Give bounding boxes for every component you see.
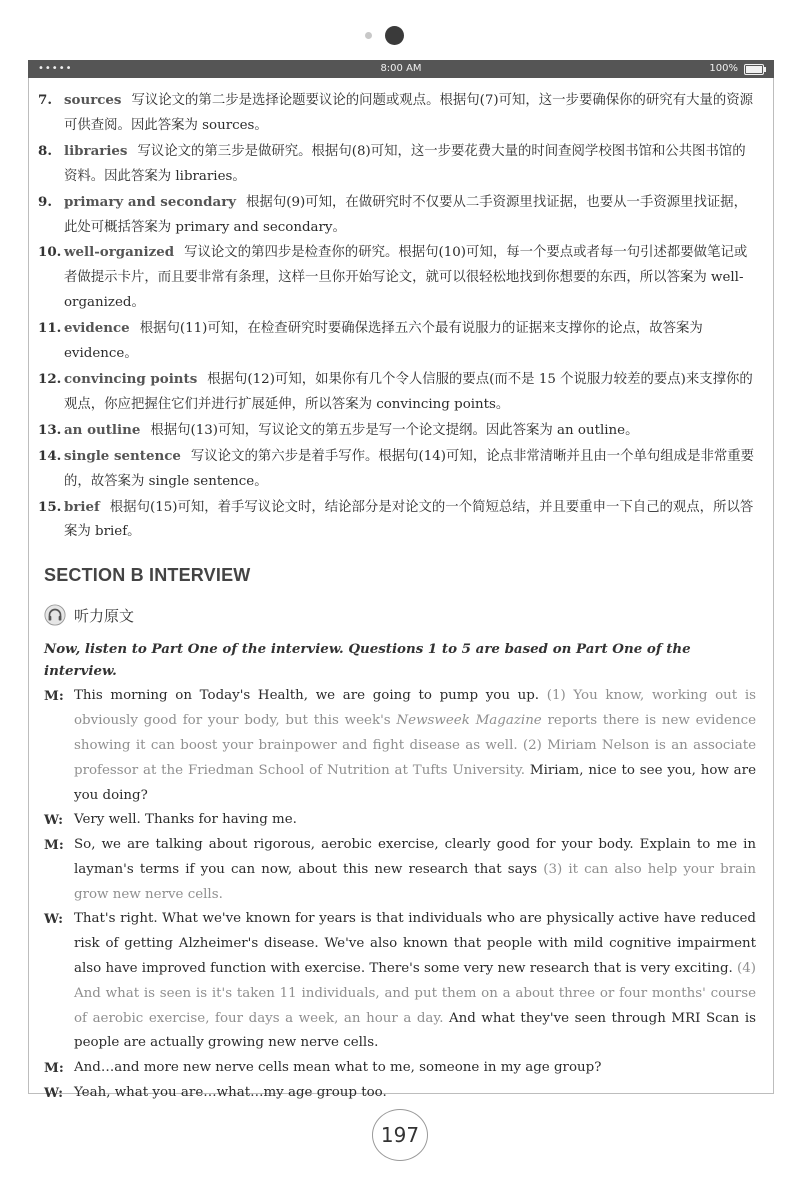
answer-clue-text: (4) And what is seen is it's taken 11 individuals, and put them on a about three or four months' course of aerobic exercise, four days a week, an hour a day. [74, 961, 756, 1026]
turn-text [74, 833, 756, 907]
dialogue-turn [44, 833, 756, 907]
camera-lens-icon [385, 26, 404, 45]
answer-clue-text: reports there is new evidence showing it can boost your brainpower and fight disease as well. (2) Miriam Nelson is an associate professor at the Friedman School of Nutrition at Tufts University. [74, 713, 756, 778]
answer-number: 12. [38, 370, 62, 387]
answer-explanation: 根据句(11)可知，在检查研究时要确保选择五六个最有说服力的证据来支撑你的论点，故答案为 evidence。 [64, 321, 703, 362]
dialogue-turn [44, 1056, 756, 1081]
answer-explanation: 写议论文的第四步是检查你的研究。根据句(10)可知，每一个要点或者每一句引述都要做笔记或者做提示卡片，而且要非常有条理，这样一旦你开始写论文，就可以很轻松地找到你想要的东西，所以答案为 well-organized。 [64, 245, 748, 311]
answer-item [38, 495, 756, 546]
answer-clue-text: (1) You know, working out is obviously good for your body, but this week's [74, 688, 756, 729]
dialogue-text: And what they've seen through MRI Scan is people are actually growing new nerve cells. [74, 1010, 756, 1051]
turn-text [74, 808, 756, 833]
answer-keyword: sources [64, 92, 122, 108]
answer-keyword: primary and secondary [64, 193, 237, 210]
answer-keyword: an outline [64, 421, 141, 438]
answer-number: 13. [38, 421, 62, 438]
speaker-label: M: [44, 688, 64, 705]
answer-explanation: 根据句(9)可知，在做研究时不仅要从二手资源里找证据，也要从一手资源里找证据，此处可概括答案为 primary and secondary。 [64, 194, 748, 235]
answer-explanation: 根据句(15)可知，着手写议论文时，结论部分是对论文的一个简短总结，并且要重申一下自己的观点，所以答案为 brief。 [64, 499, 754, 540]
dialogue-turn [44, 1081, 756, 1106]
interview-dialogue [44, 684, 756, 1106]
answer-keyword: evidence [64, 320, 130, 337]
answer-number: 11. [38, 320, 62, 337]
magazine-title: Newsweek Magazine [396, 713, 542, 729]
speaker-label: W: [44, 911, 64, 928]
answer-number: 10. [38, 244, 62, 261]
answer-item [38, 367, 756, 418]
answer-number: 7. [38, 92, 52, 108]
speaker-label: W: [44, 1085, 64, 1102]
dialogue-text: That's right. What we've known for years is that individuals who are physically active have reduced risk of getting Alzheimer's disease. We've also known that people with mild cognitive impairment also have improved function with exercise. There's some very new research that is very exciting. [74, 911, 756, 977]
answer-keyword: brief [64, 498, 100, 515]
dialogue-turn [44, 684, 756, 808]
answer-clue-text: (3) it can also help your brain grow new nerve cells. [74, 861, 756, 902]
turn-text [74, 1081, 756, 1106]
answer-explanation: 写议论文的第三步是做研究。根据句(8)可知，这一步要花费大量的时间查阅学校图书馆和公共图书馆的资料。因此答案为 libraries。 [64, 143, 746, 184]
turn-text [74, 684, 756, 808]
answer-keyword: well-organized [64, 244, 175, 261]
answer-item [38, 139, 756, 190]
listening-script-label: 听力原文 [74, 606, 135, 625]
turn-text [74, 1056, 756, 1081]
page-number: 197 [372, 1109, 428, 1161]
answer-body [64, 444, 756, 495]
answer-keyword: convincing points [64, 370, 198, 387]
status-bar [28, 60, 774, 78]
battery-percent: 100% [709, 63, 738, 74]
listening-script-heading [44, 604, 756, 626]
answer-body [64, 418, 756, 444]
dialogue-text: This morning on Today's Health, we are going to pump you up. [74, 688, 547, 704]
answer-number: 8. [38, 142, 52, 159]
headphone-icon [44, 604, 66, 626]
status-time: 8:00 AM [380, 63, 422, 74]
dialogue-text: Very well. Thanks for having me. [74, 812, 297, 828]
answer-item [38, 444, 756, 495]
speaker-label: M: [44, 837, 64, 854]
battery-icon [744, 64, 764, 75]
dialogue-turn [44, 907, 756, 1056]
answer-keyword: libraries [64, 142, 128, 159]
answer-body [64, 139, 756, 190]
answer-number: 14. [38, 447, 62, 464]
turn-text [74, 907, 756, 1056]
answer-explanation: 写议论文的第六步是着手写作。根据句(14)可知，论点非常清晰并且由一个单句组成是非常重要的，故答案为 single sentence。 [64, 448, 755, 489]
answer-body [64, 367, 756, 418]
dialogue-text: And…and more new nerve cells mean what to me, someone in my age group? [74, 1060, 602, 1076]
answer-explanation: 根据句(12)可知，如果你有几个令人信服的要点(而不是 15 个说服力较差的要点)来支撑你的观点，你应把握住它们并进行扩展延伸，所以答案为 convincing points。 [64, 371, 753, 412]
speaker-label: W: [44, 812, 64, 829]
answer-keyword: single sentence [64, 447, 181, 464]
section-title: SECTION B INTERVIEW [44, 565, 251, 586]
answer-item [38, 190, 756, 241]
answer-item [38, 418, 756, 444]
answer-item [38, 316, 756, 367]
answer-explanation: 根据句(13)可知，写议论文的第五步是写一个论文提纲。因此答案为 an outline。 [150, 422, 639, 438]
answer-item [38, 88, 756, 139]
instruction-text: Now, listen to Part One of the interview. Questions 1 to 5 are based on Part One of the interview. [44, 641, 691, 680]
answer-number: 15. [38, 498, 62, 515]
answer-item [38, 240, 756, 316]
signal-indicator: ••••• [38, 63, 73, 74]
answer-body [64, 240, 756, 316]
camera-sensor-icon [365, 32, 372, 39]
answer-body [64, 316, 756, 367]
page-content [38, 88, 756, 1106]
dialogue-text: Yeah, what you are…what…my age group too. [74, 1085, 387, 1101]
dialogue-turn [44, 808, 756, 833]
dialogue-text: Miriam, nice to see you, how are you doing? [74, 762, 756, 803]
answer-body [64, 190, 756, 241]
answer-body [64, 495, 756, 546]
answer-body [64, 88, 756, 139]
dialogue-text: So, we are talking about rigorous, aerobic exercise, clearly good for your body. Explain to me in layman's terms if you can now, about this new research that says [74, 837, 756, 877]
speaker-label: M: [44, 1060, 64, 1077]
answer-explanation: 写议论文的第二步是选择论题要议论的问题或观点。根据句(7)可知，这一步要确保你的研究有大量的资源可供查阅。因此答案为 sources。 [64, 93, 754, 133]
answer-number: 9. [38, 193, 52, 210]
answer-list [38, 88, 756, 545]
